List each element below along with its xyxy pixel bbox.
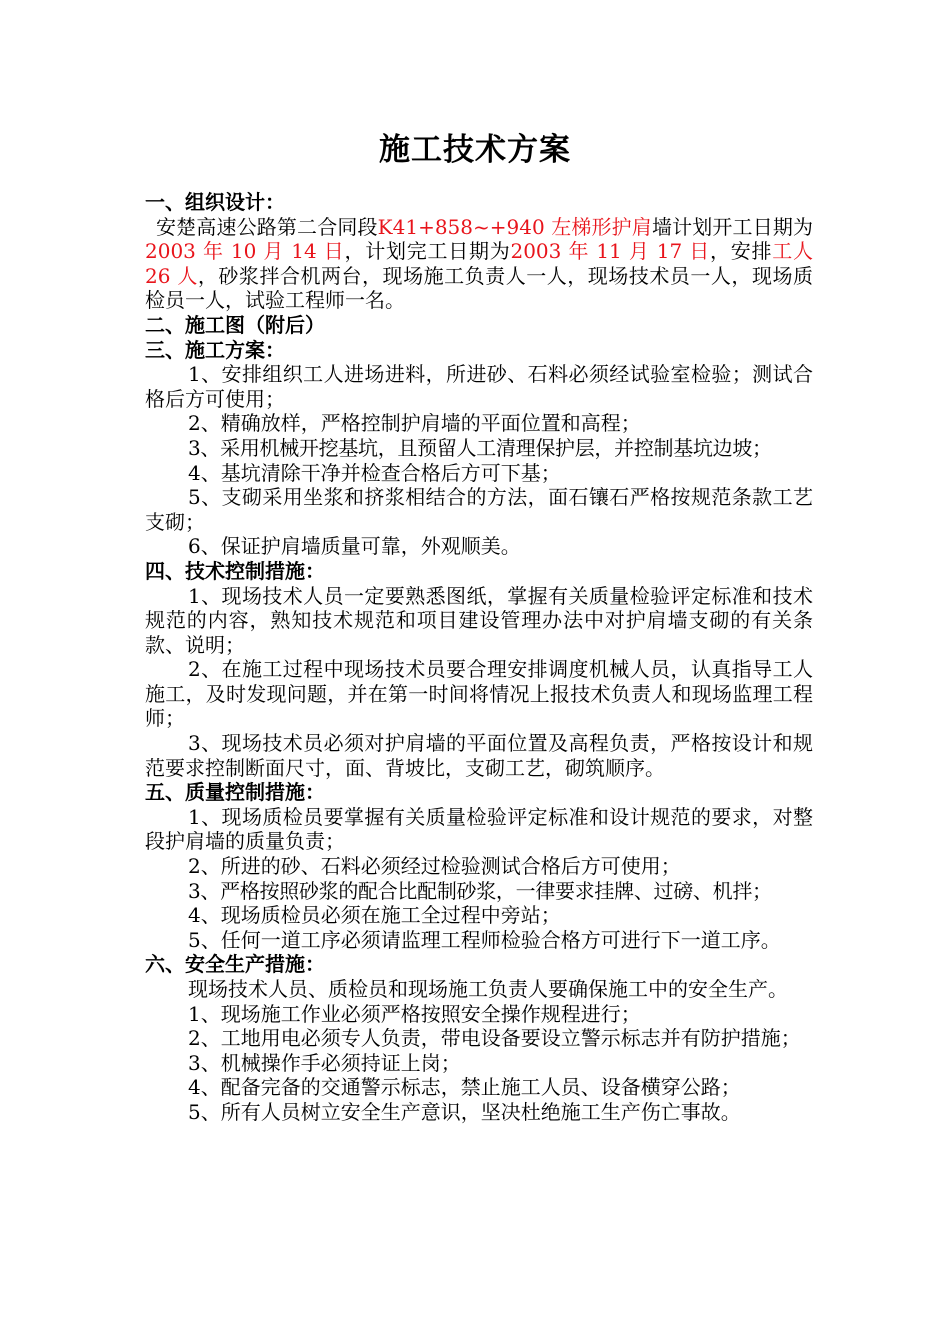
- list-item: 1、现场施工作业必须严格按照安全操作规程进行；: [188, 1001, 641, 1026]
- list-item: 5、支砌采用坐浆和挤浆相结合的方法，面石镶石严格按规范条款工艺支砌；: [145, 485, 813, 534]
- list-item: 3、严格按照砂浆的配合比配制砂浆，一律要求挂牌、过磅、机拌；: [188, 878, 772, 903]
- highlight-station-range: K41+858~+940 左梯形护肩: [377, 214, 652, 239]
- list-item: 1、安排组织工人进场进料，所进砂、石料必须经试验室检验；测试合格后方可使用；: [145, 362, 813, 411]
- list-item: 1、现场技术人员一定要熟悉图纸，掌握有关质量检验评定标准和技术规范的内容，熟知技术规范和项目建设管理办法中对护肩墙支砌的有关条款、说明；: [145, 583, 813, 657]
- list-item: 4、配备完备的交通警示标志，禁止施工人员、设备横穿公路；: [188, 1075, 741, 1100]
- list-item: 6、保证护肩墙质量可靠，外观顺美。: [188, 534, 521, 559]
- list-item: 3、现场技术员必须对护肩墙的平面位置及高程负责，严格按设计和规范要求控制断面尺寸，面、背坡比，支砌工艺，砌筑顺序。: [145, 731, 813, 780]
- highlight-worker-count: 工人 26 人: [145, 239, 813, 288]
- organization-paragraph: [145, 215, 813, 313]
- text-run: ，计划完工日期为: [344, 239, 511, 264]
- section-heading-technical-control: 四、技术控制措施：: [145, 558, 325, 583]
- list-item: 2、精确放样，严格控制护肩墙的平面位置和高程；: [188, 411, 641, 436]
- section-heading-construction-plan: 三、施工方案：: [145, 337, 285, 362]
- safety-intro: 现场技术人员、质检员和现场施工负责人要确保施工中的安全生产。: [188, 977, 788, 1001]
- list-item: 4、现场质检员必须在施工全过程中旁站；: [188, 903, 561, 928]
- list-item: 3、采用机械开挖基坑，且预留人工清理保护层，并控制基坑边坡；: [188, 435, 772, 460]
- section-heading-organization: 一、组织设计：: [145, 190, 285, 214]
- document-body: [145, 190, 813, 1125]
- highlight-end-date: 2003 年 11 月 17 日: [510, 239, 711, 264]
- list-item: 5、所有人员树立安全生产意识，坚决杜绝施工生产伤亡事故。: [188, 1099, 741, 1124]
- highlight-start-date: 2003 年 10 月 14 日: [145, 239, 345, 264]
- text-run: 安楚高速公路第二合同段: [156, 214, 378, 239]
- section-heading-quality-control: 五、质量控制措施：: [145, 780, 325, 805]
- document-title: 施工技术方案: [379, 132, 571, 168]
- list-item: 3、机械操作手必须持证上岗；: [188, 1050, 461, 1075]
- text-run: 墙计划开工日期为: [651, 214, 814, 239]
- list-item: 2、在施工过程中现场技术员要合理安排调度机械人员，认真指导工人施工，及时发现问题，并在第一时间将情况上报技术负责人和现场监理工程师；: [145, 657, 813, 731]
- list-item: 1、现场质检员要掌握有关质量检验评定标准和设计规范的要求，对整段护肩墙的质量负责；: [145, 804, 813, 854]
- list-item: 5、任何一道工序必须请监理工程师检验合格方可进行下一道工序。: [188, 927, 781, 952]
- list-item: 4、基坑清除干净并检查合格后方可下基；: [188, 460, 561, 485]
- text-run: ，安排: [710, 239, 773, 264]
- text-run: ，砂浆拌合机两台，现场施工负责人一人，现场技术员一人，现场质检员一人，试验工程师一名。: [145, 263, 814, 313]
- list-item: 2、工地用电必须专人负责，带电设备要设立警示标志并有防护措施；: [188, 1026, 801, 1051]
- section-heading-drawings: 二、施工图（附后）: [145, 312, 325, 337]
- list-item: 2、所进的砂、石料必须经过检验测试合格后方可使用；: [188, 854, 681, 879]
- section-heading-safety: 六、安全生产措施：: [145, 952, 325, 977]
